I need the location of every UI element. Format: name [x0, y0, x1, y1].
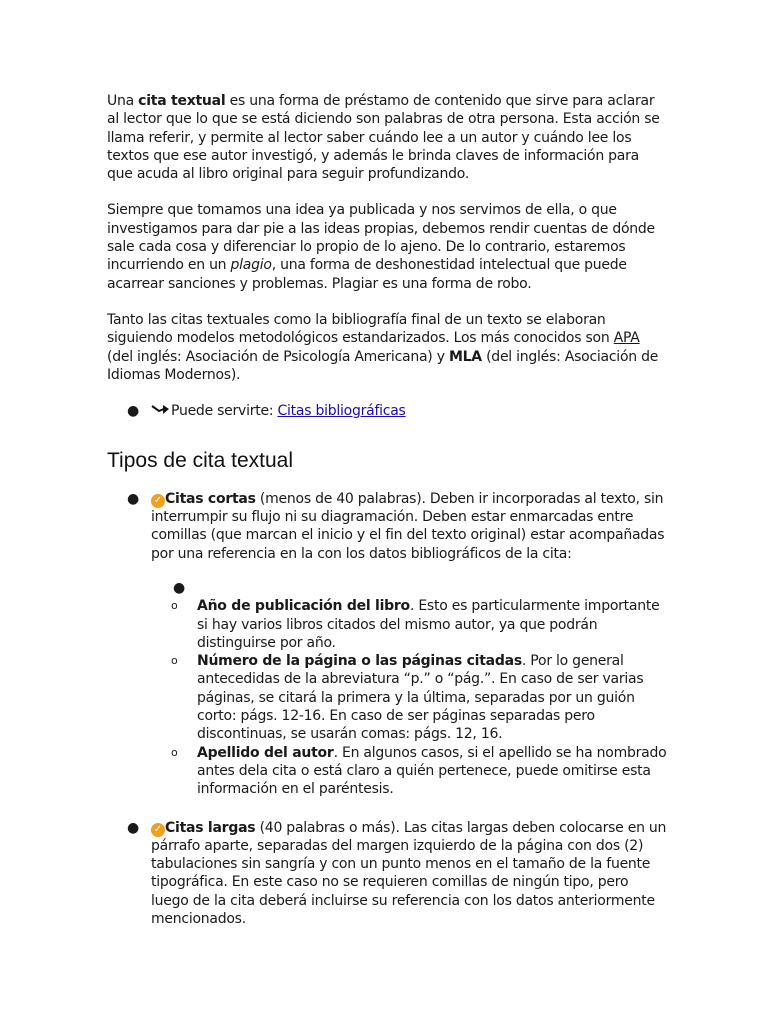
list-item-citas-largas	[107, 819, 667, 929]
bold-term: cita textual	[138, 93, 226, 109]
text: Siempre que tomamos una idea ya publicada y nos servimos de ella, o que investigamos para dar pie a las ideas propias, debemos rendir cuentas de dónde sale cada cosa y diferenciar lo propio de lo ajeno. De lo contrario, estaremos incurriendo en un	[107, 202, 655, 274]
bullet: o	[171, 745, 178, 759]
check-icon: ✓	[151, 494, 165, 508]
sub-list	[151, 579, 667, 799]
article-body	[107, 92, 667, 928]
text: (40 palabras o más). Las citas largas deben colocarse en un párrafo aparte, separadas del margen izquierdo de la página con dos (2) tabulaciones sin sangría y con un punto menos en el tamaño de la fuente tipográfica. En este caso no se requieren comillas de ningún tipo, pero luego de la cita deberá incluirse su referencia con los datos anteriormente mencionados.	[151, 819, 667, 927]
bullet: o	[171, 599, 178, 613]
plagio-paragraph	[107, 201, 667, 292]
italic-term: plagio	[230, 257, 272, 274]
sub-list-item	[151, 744, 667, 799]
bold-term: Año de publicación del libro	[197, 598, 410, 615]
apa-term: APA	[613, 330, 640, 347]
bold-term: Citas largas	[165, 819, 256, 836]
bold-term: Apellido del autor	[197, 744, 334, 761]
bullet: ●	[127, 819, 139, 836]
intro-paragraph	[107, 92, 667, 183]
bullet: ●	[127, 403, 139, 420]
bold-term: Citas cortas	[165, 490, 256, 507]
check-icon: ✓	[151, 823, 165, 837]
sub-list-item-empty	[151, 579, 667, 597]
mla-term: MLA	[448, 348, 482, 365]
text: (del inglés: Asociación de Idiomas Modernos).	[107, 348, 659, 383]
sub-list-item	[151, 652, 667, 743]
bullet: ●	[173, 579, 185, 596]
related-list	[107, 402, 667, 420]
text: . En algunos casos, si el apellido se ha nombrado antes dela cita o está claro a quién pertenece, puede omitirse esta información en el paréntesis.	[197, 744, 667, 798]
section-heading: Tipos de cita textual	[107, 449, 293, 473]
text: (menos de 40 palabras). Deben ir incorporadas al texto, sin interrumpir su flujo ni su diagramación. Deben estar enmarcadas entre comillas (que marcan el inicio y el fin del texto original) estar acompañadas por una referencia en la con los datos bibliográficos de la cita:	[151, 490, 665, 562]
text: . Por lo general antecedidas de la abreviatura “p.” o “pág.”. En caso de ser varias páginas, se citará la primera y la última, separadas por un guión corto: págs. 12-16. En caso de ser páginas separadas pero discontinuas, se usarán comas: págs. 12, 16.	[197, 653, 644, 743]
sub-list-item	[151, 597, 667, 652]
normas-paragraph	[107, 311, 667, 384]
text: , una forma de deshonestidad intelectual que puede acarrear sanciones y problemas. Plagiar es una forma de robo.	[107, 257, 627, 292]
list-item-citas-cortas	[107, 490, 667, 799]
related-label: Puede servirte:	[171, 403, 278, 420]
text: es una forma de préstamo de contenido que sirve para aclarar al lector que lo que se está diciendo son palabras de otra persona. Esta acción se llama referir, y permite al lector saber cuándo lee a un autor y cuándo lee los textos que ese autor investigó, y además le brinda claves de información para que acuda al libro original para seguir profundizando.	[107, 93, 660, 183]
text: Una	[107, 93, 139, 109]
bullet: o	[171, 654, 178, 668]
text: (del inglés: Asociación de Psicología Americana) y	[107, 348, 449, 365]
cita-types-list	[107, 490, 667, 929]
bullet: ●	[127, 490, 139, 507]
bold-term: Número de la página o las páginas citadas	[197, 653, 522, 670]
list-item	[107, 402, 667, 420]
citas-bibliograficas-link[interactable]: Citas bibliográficas	[277, 403, 406, 420]
arrow-icon	[151, 403, 171, 417]
text: . Esto es particularmente importante si hay varios libros citados del mismo autor, ya que podrán distinguirse por año.	[197, 598, 660, 651]
text: Tanto las citas textuales como la bibliografía final de un texto se elaboran siguiendo modelos metodológicos estandarizados. Los más conocidos son	[107, 311, 614, 347]
